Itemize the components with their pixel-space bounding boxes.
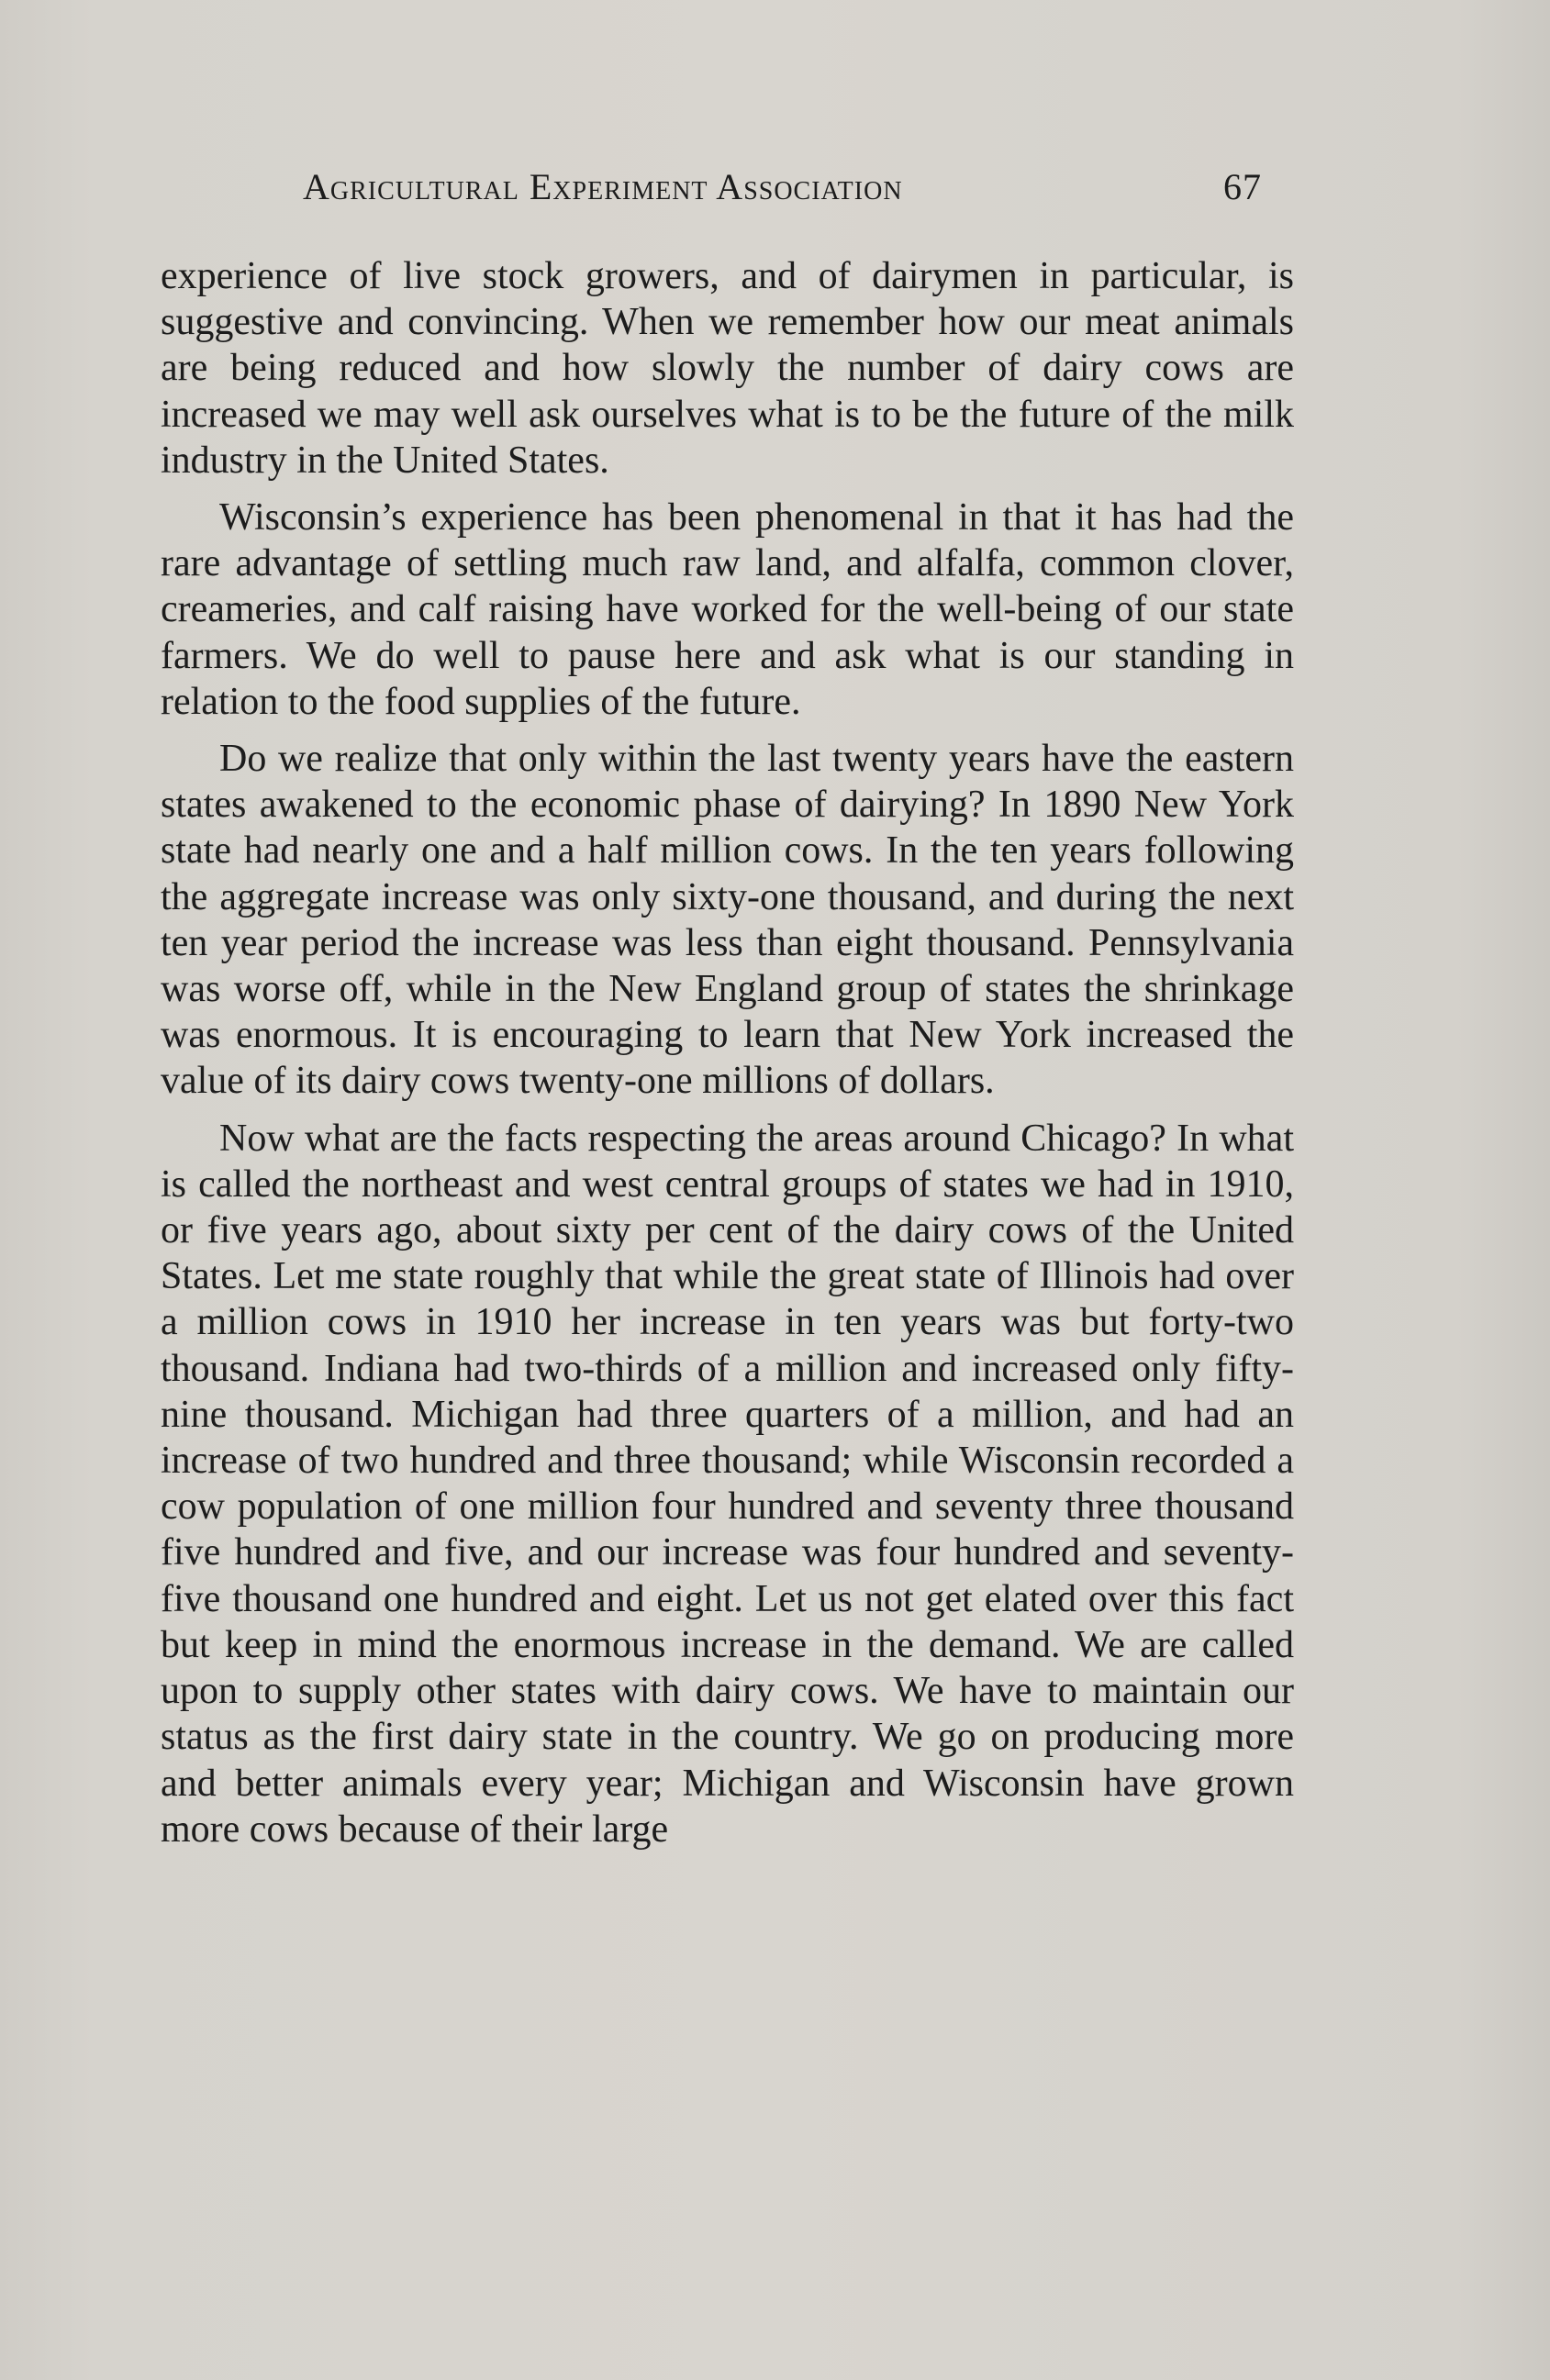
page-header <box>303 165 1262 220</box>
body-text <box>161 253 1294 1863</box>
paragraph: Now what are the facts respecting the areas around Chicago? In what is called the northeast and west central groups of states we had in 1910, or five years ago, about sixty per cent of the dairy cows of the United States. Let me state roughly that while the great state of Illinois had over a million cows in 1910 her increase in ten years was but forty-two thousand. Indiana had two-thirds of a million and increased only fifty-nine thousand. Michigan had three quarters of a million, and had an increase of two hundred and three thousand; while Wisconsin recorded a cow population of one million four hundred and seventy three thousand five hundred and five, and our increase was four hundred and seventy-five thousand one hundred and eight. Let us not get elated over this fact but keep in mind the enormous increase in the demand. We are called upon to supply other states with dairy cows. We have to maintain our status as the first dairy state in the country. We go on producing more and better animals every year; Michigan and Wisconsin have grown more cows because of their large <box>161 1117 1294 1851</box>
paragraph: Do we realize that only within the last twenty years have the eastern states awakened to the economic phase of dairying? In 1890 New York state had nearly one and a half million cows. In the ten years following the aggregate increase was only sixty-one thousand, and during the next ten year period the increase was less than eight thousand. Pennsylvania was worse off, while in the New England group of states the shrinkage was enormous. It is encouraging to learn that New York increased the value of its dairy cows twenty-one millions of dollars. <box>161 738 1294 1103</box>
paragraph: Wisconsin’s experience has been phenomenal in that it has had the rare advantage of settling much raw land, and alfalfa, common clover, creameries, and calf raising have worked for the well-being of our state farmers. We do well to pause here and ask what is our standing in relation to the food supplies of the future. <box>161 496 1294 723</box>
page-number: 67 <box>1223 166 1262 207</box>
running-title: Agricultural Experiment Association <box>303 166 903 207</box>
paragraph: experience of live stock growers, and of dairymen in particular, is suggestive and convincing. When we remember how our meat animals are being reduced and how slowly the number of dairy cows are increased we may well ask ourselves what is to be the future of the milk industry in the United States. <box>161 255 1294 482</box>
